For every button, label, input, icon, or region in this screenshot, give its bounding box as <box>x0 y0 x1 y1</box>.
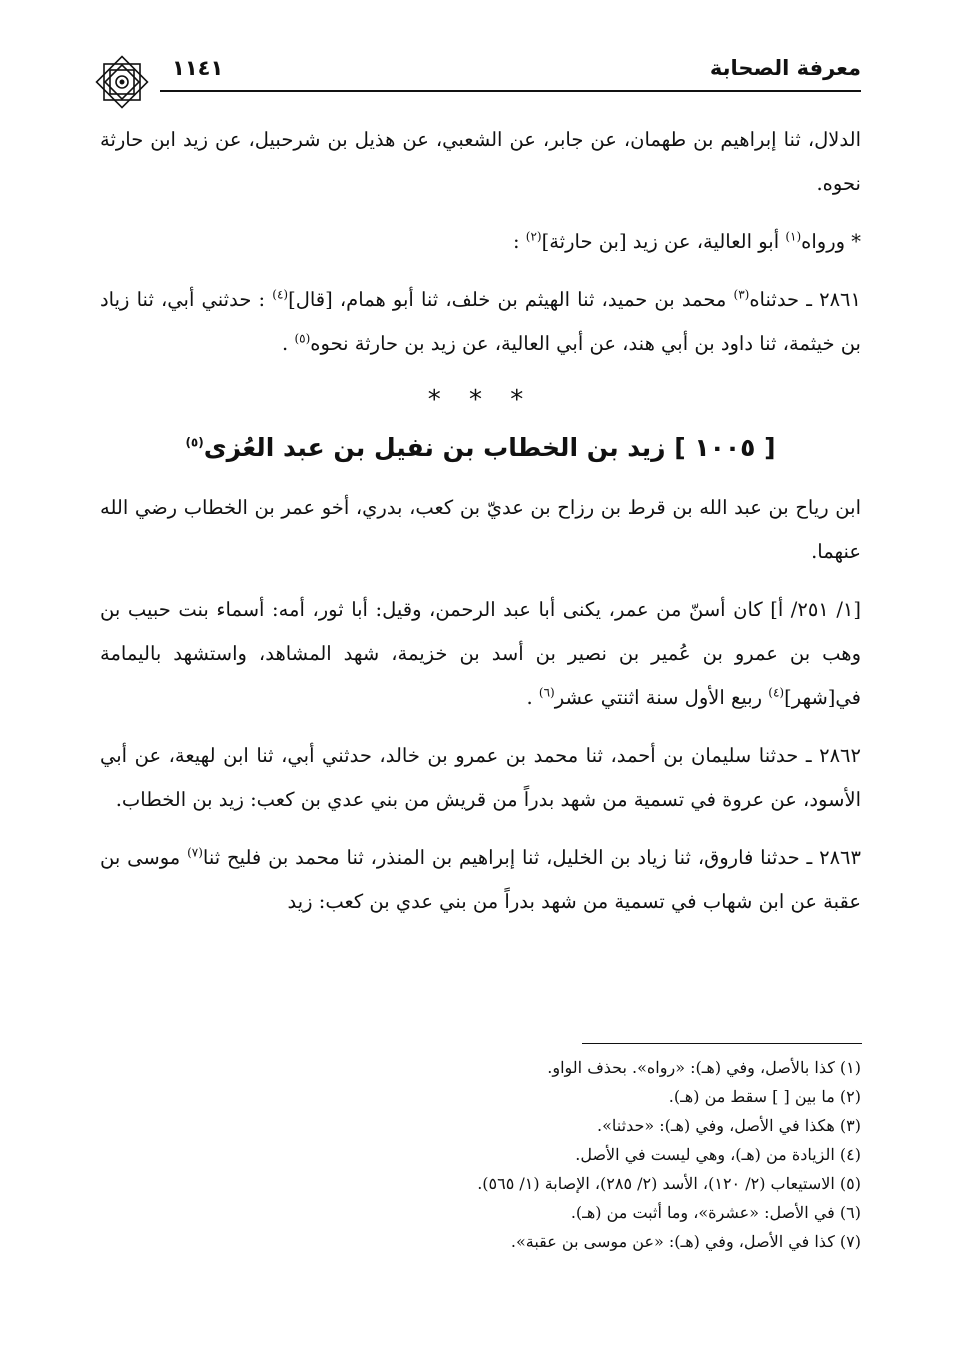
paragraph-1 <box>100 118 861 206</box>
footnote-ref: (٢) <box>525 229 542 244</box>
paragraph-text: ٢٨٦١ ـ حدثناه <box>749 288 862 311</box>
paragraph-text: . <box>526 686 539 709</box>
footnote-2: (٢) ما بين [ ] سقط من (هـ). <box>668 1087 861 1106</box>
footnotes <box>100 1053 861 1256</box>
eight-point-star-ornament-icon <box>90 50 154 114</box>
entry-heading <box>100 426 861 470</box>
footnote-5: (٥) الاستيعاب (٢/ ١٢٠)، الأسد (٢/ ٢٨٥)، الإصابة (١/ ٥٦٥). <box>477 1174 861 1193</box>
footnote-3: (٣) هكذا في الأصل، وفي (هـ): «حدثنا». <box>597 1116 861 1135</box>
header-rule <box>160 90 861 92</box>
paragraph-text: . <box>282 332 295 355</box>
footnote-ref: (٥) <box>294 331 311 346</box>
hadith-2863 <box>100 836 861 924</box>
footnote-1: (١) كذا بالأصل، وفي (هـ): «رواه». بحذف الواو. <box>547 1058 861 1077</box>
book-title: معرفة الصحابة <box>709 56 861 80</box>
paragraph-lineage <box>100 486 861 574</box>
paragraph-text: [١/ ٢٥١/ أ] كان أسنّ من عمر، يكنى أبا عبد الرحمن، وقيل: أبا ثور، أمه: أسماء بنت حبيب بن وهب بن عمرو بن عُمير بن نصير بن أسد بن خزيمة، شهد المشاهد، واستشهد باليمامة في[شهر] <box>100 598 861 709</box>
paragraph-text: ربيع الأول سنة اثنتي عشر <box>554 686 769 709</box>
footnote-rule <box>582 1043 862 1044</box>
paragraph-text: : <box>512 230 526 253</box>
paragraph-text: محمد بن حميد، ثنا الهيثم بن خلف، ثنا أبو همام، [قال] <box>288 288 734 311</box>
footnote-ref: (٤) <box>768 685 785 700</box>
footnote-6: (٦) في الأصل: «عشرة»، وما أثبت من (هـ). <box>570 1203 861 1222</box>
hadith-2862 <box>100 734 861 822</box>
footnote-ref: (١) <box>785 229 802 244</box>
paragraph-text: أبو العالية، عن زيد [بن حارثة] <box>541 230 786 253</box>
paragraph-text: ابن رياح بن عبد الله بن قرط بن رزاح بن عديّ بن كعب، بدري، أخو عمر بن الخطاب رضي الله عنهما. <box>100 496 861 563</box>
section-divider: * * * <box>427 385 534 415</box>
footnote-ref: (٦) <box>538 685 555 700</box>
paragraph-text: موسى بن عقبة عن ابن شهاب في تسمية من شهد بدراً من بني عدي بن كعب: زيد <box>100 846 861 913</box>
footnote-ref: (٣) <box>733 287 750 302</box>
page-header <box>90 50 861 100</box>
paragraph-2 <box>100 220 861 264</box>
paragraph-text: ٢٨٦٢ ـ حدثنا سليمان بن أحمد، ثنا محمد بن عمرو بن خالد، حدثني أبي، ثنا ابن لهيعة، عن أبي الأسود، عن عروة في تسمية من شهد بدراً من قريش من بني عدي بن كعب: زيد بن الخطاب. <box>100 744 861 811</box>
heading-text: [ ١٠٠٥ ] زيد بن الخطاب بن نفيل بن عبد العُزى <box>203 433 776 462</box>
paragraph-text: ٢٨٦٣ ـ حدثنا فاروق، ثنا زياد بن الخليل، ثنا إبراهيم بن المنذر، ثنا محمد بن فليح ثنا <box>202 846 862 869</box>
paragraph-text: * ورواه <box>801 230 861 253</box>
footnote-ref: (٧) <box>187 845 203 860</box>
footnote-7: (٧) كذا في الأصل، وفي (هـ): «عن موسى بن عقبة». <box>510 1232 861 1251</box>
footnote-4: (٤) الزيادة من (هـ)، وهي ليست في الأصل. <box>575 1145 861 1164</box>
paragraph-text: : حدثني أبي، ثنا زياد بن خيثمة، ثنا داود بن أبي هند، عن أبي العالية، عن زيد بن حارثة نحوه <box>100 288 861 355</box>
footnote-ref: (٤) <box>272 287 289 302</box>
hadith-2861 <box>100 278 861 366</box>
paragraph-text: الدلال، ثنا إبراهيم بن طهمان، عن جابر، عن الشعبي، عن هذيل بن شرحبيل، عن زيد ابن حارثة نحوه. <box>100 128 861 195</box>
footnote-ref: (٥) <box>185 435 204 450</box>
page-number: ١١٤١ <box>172 56 224 80</box>
main-text <box>100 118 861 938</box>
paragraph-biography <box>100 588 861 720</box>
